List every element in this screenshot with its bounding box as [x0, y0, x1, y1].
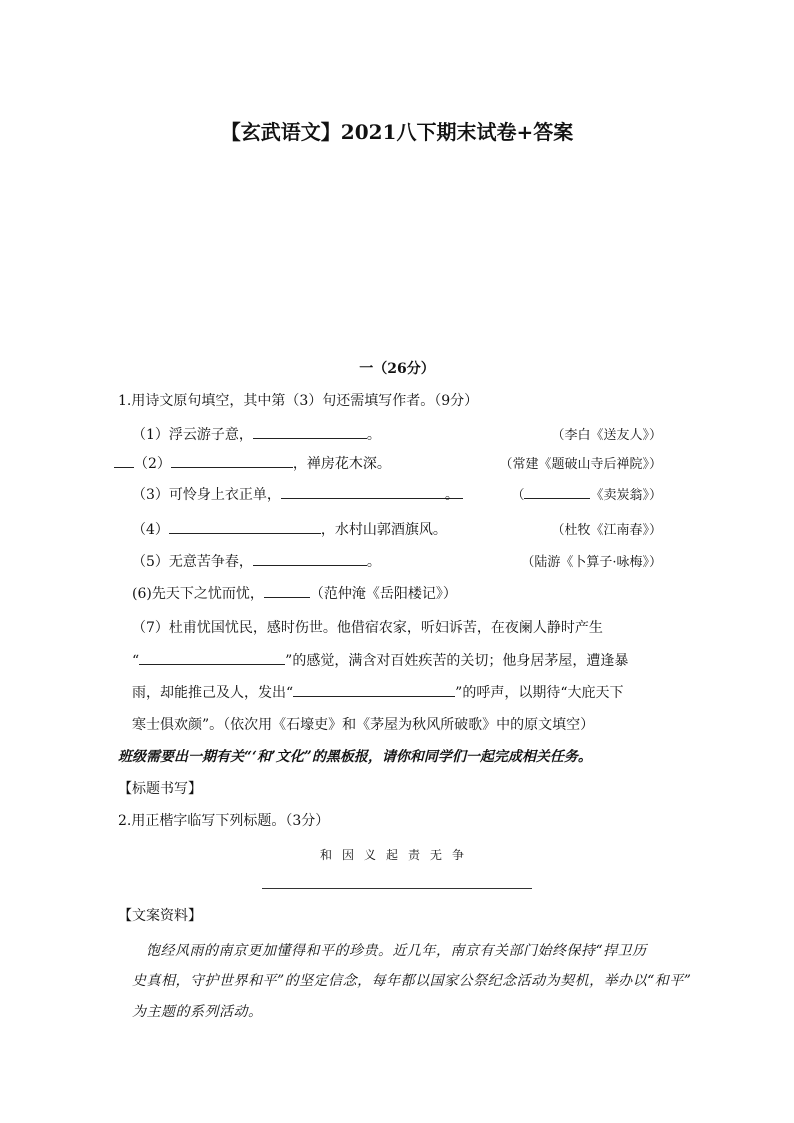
q1-line-6 — [132, 583, 457, 603]
subsection-copy-materials: 【文案资料】 — [118, 908, 202, 924]
q1-line-6-source: （范仲淹《岳阳楼记》） — [309, 586, 457, 602]
answer-blank[interactable] — [264, 583, 310, 598]
q1-line-4-text: （4） — [132, 522, 169, 538]
q1-line-7d: 寒士俱欢颜”。（依次用《石壕吏》和《茅屋为秋风所破歌》中的原文填空） — [132, 717, 595, 733]
q1-line-7c-end: ”的呼声，以期待“大庇天下 — [455, 685, 624, 701]
material-paragraph-line-1: 饱经风雨的南京更加懂得和平的珍贵。近几年，南京有关部门始终保持“捍卫历 — [146, 943, 647, 959]
copy-title-text: 和因义起责无争 — [319, 848, 474, 862]
q1-line-4-source: （杜牧《江南春》） — [551, 523, 662, 538]
section-heading: 一（26分） — [359, 361, 435, 377]
subsection-title-writing: 【标题书写】 — [118, 781, 202, 797]
q1-line-3 — [132, 484, 463, 504]
answer-blank[interactable] — [171, 453, 293, 468]
page-title: 【玄武语文】2021八下期末试卷+答案 — [220, 120, 574, 144]
q1-line-7a: （7）杜甫忧国忧民，感时伤世。他借宿农家，听妇诉苦，在夜阑人静时产生 — [132, 620, 603, 636]
q1-line-4-mid: ，水村山郭酒旗风。 — [320, 522, 447, 538]
q1-line-1-text: （1）浮云游子意， — [132, 427, 253, 443]
q1-line-2-source: （常建《题破山寺后禅院》） — [499, 457, 662, 472]
answer-blank-lead[interactable] — [114, 453, 134, 468]
answer-blank[interactable] — [253, 551, 367, 566]
q1-line-1-end: 。 — [366, 427, 381, 443]
q1-line-3-end: 。 — [444, 487, 459, 503]
answer-blank[interactable] — [293, 682, 455, 697]
q1-line-7b-text: ”的感觉，满含对百姓疾苦的关切；他身居茅屋，遭逢暴 — [285, 653, 629, 669]
question-2-stem: 2.用正楷字临写下列标题。（3分） — [118, 813, 330, 829]
q1-line-1-source: （李白《送友人》） — [551, 428, 662, 443]
source-title: 《卖炭翁》） — [590, 488, 662, 503]
q1-line-7c — [132, 682, 624, 702]
q1-line-3-source — [511, 484, 662, 503]
answer-blank[interactable] — [139, 650, 285, 665]
answer-blank[interactable] — [169, 519, 321, 534]
answer-blank[interactable] — [281, 484, 463, 503]
question-1-stem: 1.用诗文原句填空，其中第（3）句还需填写作者。（9分） — [118, 393, 479, 409]
q1-line-5 — [132, 551, 381, 571]
q1-line-1 — [132, 424, 381, 444]
source-open-paren: （ — [511, 488, 525, 503]
q1-line-2-mid: ，禅房花木深。 — [292, 456, 391, 472]
q1-line-3-text: （3）可怜身上衣正单， — [132, 487, 281, 503]
q1-line-7b — [132, 650, 628, 670]
q1-line-2 — [114, 453, 391, 473]
q1-line-5-text: （5）无意苦争春， — [132, 554, 253, 570]
author-blank[interactable] — [524, 484, 590, 499]
q1-line-2-text: （2） — [134, 456, 171, 472]
open-quote: “ — [132, 653, 140, 669]
copy-writing-line[interactable] — [262, 888, 532, 889]
q1-line-7c-text: 雨，却能推己及人，发出“ — [132, 685, 294, 701]
q1-line-5-end: 。 — [366, 554, 381, 570]
material-paragraph-line-3: 为主题的系列活动。 — [132, 1004, 263, 1020]
q1-line-5-source: （陆游《卜算子·咏梅》） — [521, 555, 662, 570]
q1-line-6-text: (6)先天下之忧而忧， — [132, 586, 264, 602]
material-paragraph-line-2: 史真相，守护世界和平”的坚定信念，每年都以国家公祭纪念活动为契机，举办以“和平” — [132, 973, 692, 989]
answer-blank[interactable] — [253, 424, 367, 439]
task-instruction: 班级需要出一期有关“‘和’文化”的黑板报，请你和同学们一起完成相关任务。 — [118, 749, 592, 765]
q1-line-4 — [132, 519, 447, 539]
